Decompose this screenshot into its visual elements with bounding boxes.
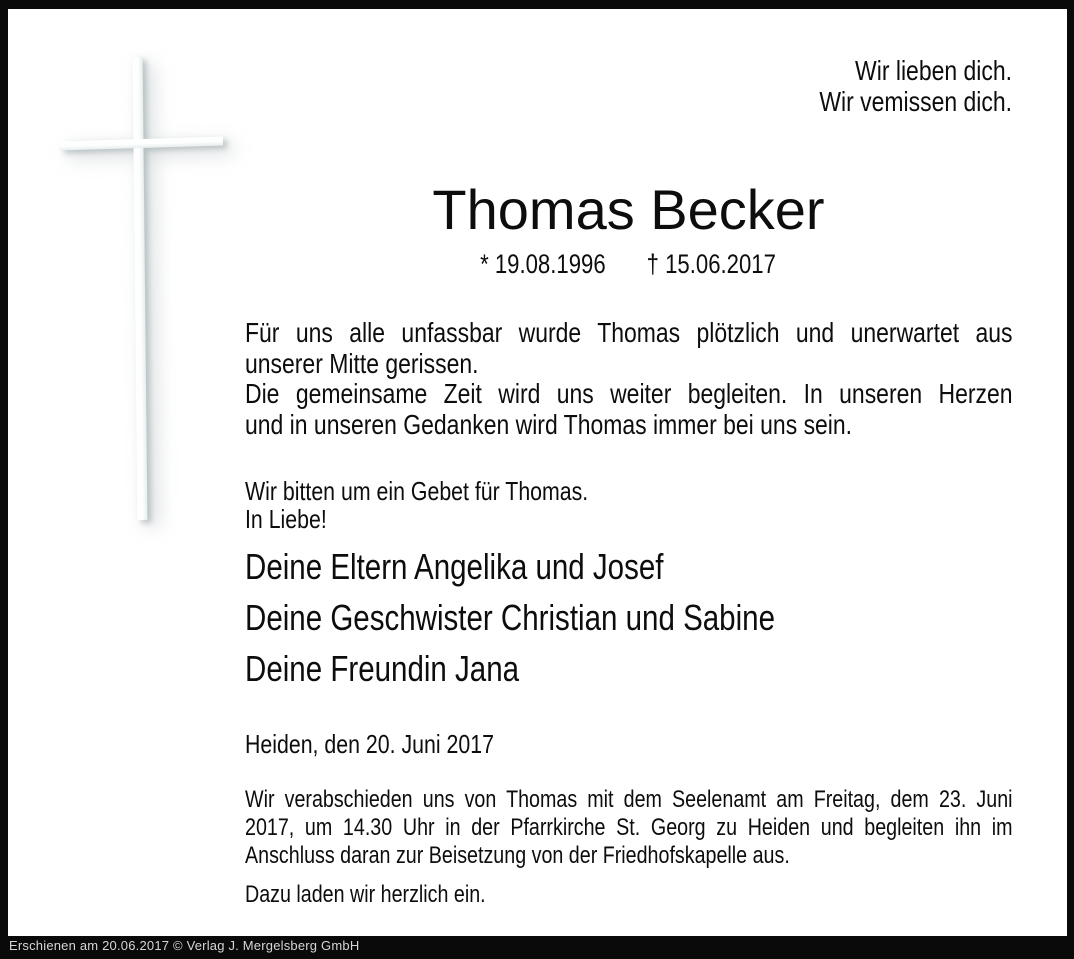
birth-date: * 19.08.1996 <box>480 249 606 279</box>
mourner-line-siblings: Deine Geschwister Christian und Sabine <box>245 597 776 638</box>
mourners-list <box>245 548 1013 687</box>
prayer-text <box>245 477 1013 533</box>
mourner-line-parents: Deine Eltern Angelika und Josef <box>245 546 664 587</box>
obituary-line: unserer Mitte gerissen. <box>245 347 479 379</box>
funeral-line: Wir verabschieden uns von Thomas mit dem Seelenamt am Freitag, dem 23. Juni <box>245 786 1013 813</box>
obituary-line: Die gemeinsame Zeit wird uns weiter begleiten. In unseren Herzen <box>245 378 1013 409</box>
memorial-line-2: Wir vemissen dich. <box>819 86 1012 117</box>
prayer-line-2: In Liebe! <box>245 504 327 534</box>
deceased-name: Thomas Becker <box>432 178 825 241</box>
memorial-line-1: Wir lieben dich. <box>855 55 1012 86</box>
obituary-text <box>245 318 1013 440</box>
prayer-line-1: Wir bitten um ein Gebet für Thomas. <box>245 476 589 506</box>
obituary-line: Für uns alle unfassbar wurde Thomas plötzlich und unerwartet aus <box>245 317 1013 348</box>
funeral-line: 2017, um 14.30 Uhr in der Pfarrkirche St. Georg zu Heiden und begleiten ihn im <box>245 814 1013 841</box>
publisher-imprint: Erschienen am 20.06.2017 © Verlag J. Mergelsberg GmbH <box>9 938 360 953</box>
place-dateline: Heiden, den 20. Juni 2017 <box>245 729 494 759</box>
mourner-line-girlfriend: Deine Freundin Jana <box>245 648 520 689</box>
life-dates <box>244 249 1012 279</box>
obituary-line: und in unseren Gedanken wird Thomas immer bei uns sein. <box>245 408 853 440</box>
funeral-line: Anschluss daran zur Beisetzung von der Friedhofskapelle aus. <box>245 842 790 869</box>
invitation-line: Dazu laden wir herzlich ein. <box>245 881 486 908</box>
death-date: † 15.06.2017 <box>646 249 776 279</box>
funeral-details <box>245 786 1013 909</box>
memorial-dedication <box>684 55 1012 117</box>
